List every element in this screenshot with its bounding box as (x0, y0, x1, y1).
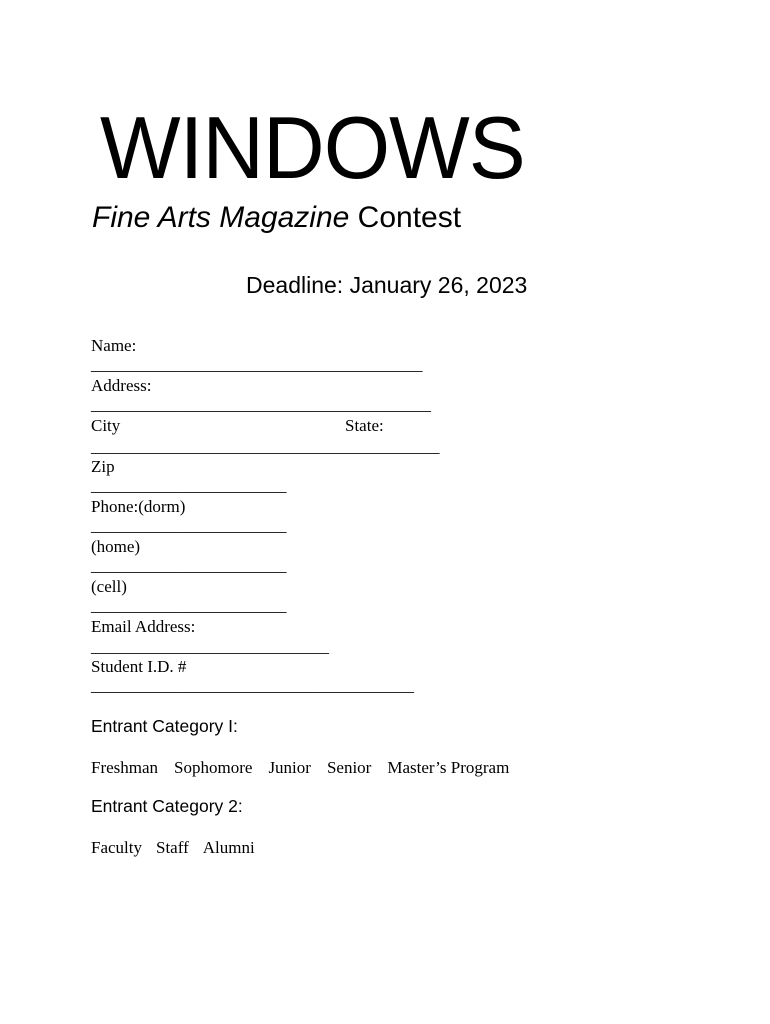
city-state-field-line[interactable]: _________________________________________ (91, 437, 440, 456)
magazine-name: Fine Arts Magazine (92, 201, 350, 234)
option-alumni[interactable]: Alumni (202, 838, 255, 857)
entrant-category-2-heading: Entrant Category 2: (91, 796, 243, 816)
city-label: City (91, 416, 121, 435)
entrant-category-2-options (91, 839, 255, 856)
entrant-category-1-options (91, 759, 509, 776)
option-junior[interactable]: Junior (268, 758, 311, 777)
zip-label: Zip (91, 457, 115, 476)
address-field-line[interactable]: ________________________________________ (91, 395, 431, 414)
address-label: Address: (91, 376, 152, 395)
deadline-text: Deadline: January 26, 2023 (246, 272, 528, 298)
state-label: State: (345, 416, 384, 435)
option-sophomore[interactable]: Sophomore (174, 758, 253, 777)
phone-dorm-label: Phone:(dorm) (91, 497, 186, 516)
zip-field-line[interactable]: _______________________ (91, 476, 287, 495)
magazine-title: WINDOWS (100, 98, 525, 197)
email-field-line[interactable]: ____________________________ (91, 637, 329, 656)
option-faculty[interactable]: Faculty (91, 838, 142, 857)
phone-cell-field-line[interactable]: _______________________ (91, 596, 287, 615)
option-senior[interactable]: Senior (326, 758, 372, 777)
student-id-field-line[interactable]: ______________________________________ (91, 676, 414, 695)
student-id-label: Student I.D. # (91, 657, 187, 676)
email-label: Email Address: (91, 617, 196, 636)
phone-cell-label: (cell) (91, 577, 127, 596)
contest-word: Contest (349, 201, 462, 234)
entrant-category-1-heading: Entrant Category I: (91, 716, 238, 736)
phone-dorm-field-line[interactable]: _______________________ (91, 516, 287, 535)
name-label: Name: (91, 336, 137, 355)
contest-subtitle (92, 203, 461, 233)
name-field-line[interactable]: _______________________________________ (91, 355, 423, 374)
phone-home-field-line[interactable]: _______________________ (91, 556, 287, 575)
option-staff[interactable]: Staff (156, 838, 189, 857)
option-freshman[interactable]: Freshman (91, 758, 159, 777)
phone-home-label: (home) (91, 537, 141, 556)
option-masters-program[interactable]: Master’s Program (387, 758, 510, 777)
